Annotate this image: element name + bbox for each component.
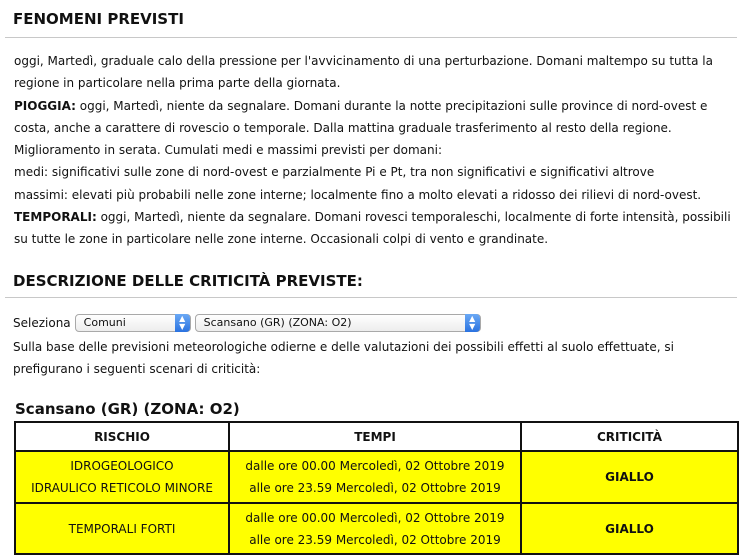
header-criticity: CRITICITÀ xyxy=(521,422,738,451)
forecast-storms xyxy=(14,206,734,251)
forecast-medi: medi: significativi sulle zone di nord-ovest e parzialmente Pi e Pt, tra non significativi e significativi altrove xyxy=(14,165,655,180)
forecast-text xyxy=(14,50,734,251)
risk-cell xyxy=(15,503,229,554)
risk-line: TEMPORALI FORTI xyxy=(68,521,176,536)
rain-label: PIOGGIA: xyxy=(14,98,76,113)
header-times: TEMPI xyxy=(229,422,521,451)
forecast-rain xyxy=(14,95,734,162)
table-row xyxy=(15,451,738,503)
storm-text: oggi, Martedì, niente da segnalare. Domani rovesci temporaleschi, localmente di forte intensità, possibili su tutte le zone in particolare nelle zone interne. Occasionali colpi di vento e grandinate. xyxy=(14,210,731,247)
table-header-row xyxy=(15,422,738,451)
time-from: dalle ore 00.00 Mercoledì, 02 Ottobre 2019 xyxy=(245,510,505,525)
rain-text: oggi, Martedì, niente da segnalare. Domani durante la notte precipitazioni sulle province di nord-ovest e costa, anche a carattere di rovescio o temporale. Dalla mattina graduale trasferimento al resto della regione. Miglioramento in serata. Cumulati medi e massimi previsti per domani: xyxy=(14,98,708,158)
area-type-value: Comuni xyxy=(83,316,126,329)
criticity-level: GIALLO xyxy=(521,451,738,503)
storm-label: TEMPORALI: xyxy=(14,210,97,225)
area-type-select[interactable] xyxy=(75,314,191,332)
selector-row xyxy=(13,313,481,333)
time-cell xyxy=(229,503,521,554)
header-risk: RISCHIO xyxy=(15,422,229,451)
risk-line: IDRAULICO RETICOLO MINORE xyxy=(31,481,213,495)
zone-title: Scansano (GR) (ZONA: O2) xyxy=(15,400,240,418)
table-row xyxy=(15,503,738,554)
forecast-massimi: massimi: elevati più probabili nelle zone interne; localmente fino a molto elevati a ridosso dei rilievi di nord-ovest. xyxy=(14,187,702,202)
scenario-intro: Sulla base delle previsioni meteorologiche odierne e delle valutazioni dei possibili effetti al suolo effettuate, si prefigurano i seguenti scenari di criticità: xyxy=(13,340,674,376)
time-to: alle ore 23.59 Mercoledì, 02 Ottobre 2019 xyxy=(249,481,501,495)
chevron-updown-icon: ▲ ▼ xyxy=(175,314,190,332)
comune-select[interactable] xyxy=(195,314,481,332)
criticity-table xyxy=(14,421,739,555)
risk-cell xyxy=(15,451,229,503)
risk-line: IDROGEOLOGICO xyxy=(70,459,174,473)
time-from: dalle ore 00.00 Mercoledì, 02 Ottobre 2019 xyxy=(245,459,505,473)
criticity-level: GIALLO xyxy=(521,503,738,554)
forecast-intro: oggi, Martedì, graduale calo della pressione per l'avvicinamento di una perturbazione. Domani maltempo su tutta la regione in particolare nella prima parte della giornata. xyxy=(14,54,713,91)
time-cell xyxy=(229,451,521,503)
time-to: alle ore 23.59 Mercoledì, 02 Ottobre 2019 xyxy=(249,532,501,547)
chevron-updown-icon: ▲ ▼ xyxy=(465,314,480,332)
criticity-section-title: DESCRIZIONE DELLE CRITICITÀ PREVISTE: xyxy=(5,270,737,298)
selector-label: Seleziona xyxy=(13,316,71,330)
forecast-section-title: FENOMENI PREVISTI xyxy=(5,8,737,38)
comune-value: Scansano (GR) (ZONA: O2) xyxy=(203,316,352,329)
